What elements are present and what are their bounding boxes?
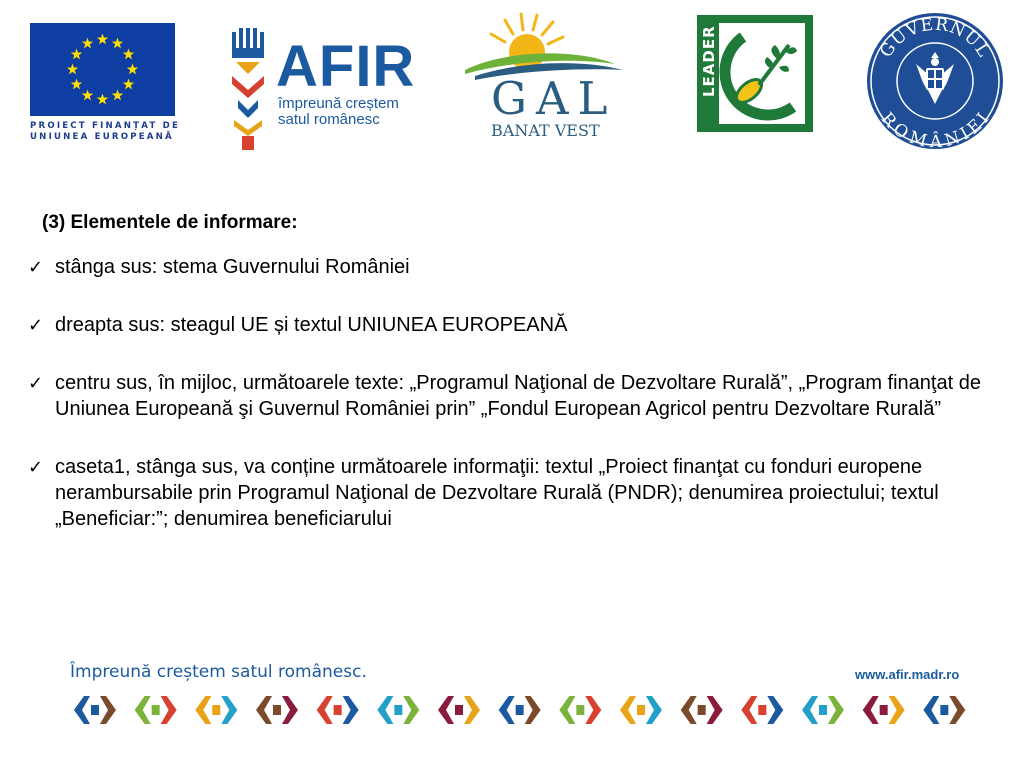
list-item-text: dreapta sus: steagul UE și textul UNIUNEA EUROPEANĂ: [55, 314, 568, 336]
footer-motif-icon: [741, 696, 783, 724]
footer-motif-icon: [256, 696, 298, 724]
footer-url: www.afir.madr.ro: [855, 667, 960, 682]
checkmark-icon: ✓: [28, 373, 44, 394]
footer-pattern-band: [70, 692, 980, 728]
afir-slogan-line2: satul românesc: [278, 111, 380, 128]
afir-slogan: [278, 96, 428, 128]
government-seal-icon: [866, 12, 1004, 150]
footer-motif-icon: [438, 696, 480, 724]
gal-subtitle: BANAT VEST: [491, 121, 600, 140]
svg-text:GUVERNUL: GUVERNUL: [876, 14, 994, 62]
list-item: [28, 312, 988, 338]
list-item: [28, 254, 988, 280]
leader-text: LEADER: [700, 25, 718, 97]
afir-emblem-icon: [228, 28, 268, 150]
leader-logo-icon: [697, 15, 813, 132]
list-item: [28, 454, 988, 532]
eu-caption-line1: PROIECT FINANȚAT DE: [30, 121, 181, 131]
footer-motif-icon: [135, 696, 177, 724]
eu-logo: [30, 23, 181, 143]
footer-motif-icon: [74, 696, 116, 724]
afir-logo: [228, 28, 418, 150]
footer-motif-icon: [923, 696, 965, 724]
gal-logo: [465, 12, 625, 147]
list-item-text: centru sus, în mijloc, următoarele texte: „Programul Naţional de Dezvoltare Rurală”, „Program finanţat de Uniunea Europeană şi Guvernul României prin” „Fondul European Agricol pentru Dezvoltare Rurală”: [55, 372, 981, 420]
svg-text:ROMÂNIEI: ROMÂNIEI: [876, 108, 994, 150]
checkmark-icon: ✓: [28, 315, 44, 336]
footer-motif-icon: [620, 696, 662, 724]
footer-motif-icon: [681, 696, 723, 724]
list-item-text: stânga sus: stema Guvernului României: [55, 256, 410, 278]
list-item: [28, 370, 988, 422]
footer-motif-icon: [863, 696, 905, 724]
footer-motif-icon: [195, 696, 237, 724]
checkmark-icon: ✓: [28, 257, 44, 278]
section-heading: (3) Elementele de informare:: [42, 212, 298, 233]
footer-motif-icon: [559, 696, 601, 724]
footer-motif-icon: [802, 696, 844, 724]
afir-slogan-line1: împreună creștem: [278, 95, 399, 112]
eu-caption: [30, 121, 181, 143]
afir-name: AFIR: [276, 34, 416, 99]
checkmark-icon: ✓: [28, 457, 44, 478]
gal-name: GAL: [491, 72, 617, 125]
list-item-text: caseta1, stânga sus, va conține următoarele informaţii: textul „Proiect finanţat cu fonduri europene nerambursabile prin Programul Naţional de Dezvoltare Rurală (PNDR); denumirea proiectului; textul „Beneficiar:”; denumirea beneficiarului: [55, 456, 939, 530]
footer-slogan: Împreună creștem satul românesc.: [70, 662, 367, 682]
info-elements-list: [28, 254, 988, 532]
eu-caption-line2: UNIUNEA EUROPEANĂ: [30, 132, 174, 142]
footer-motif-icon: [499, 696, 541, 724]
footer-motif-icon: [377, 696, 419, 724]
footer-motif-icon: [317, 696, 359, 724]
eu-flag-icon: [30, 23, 175, 116]
logo-bar: [0, 0, 1024, 160]
